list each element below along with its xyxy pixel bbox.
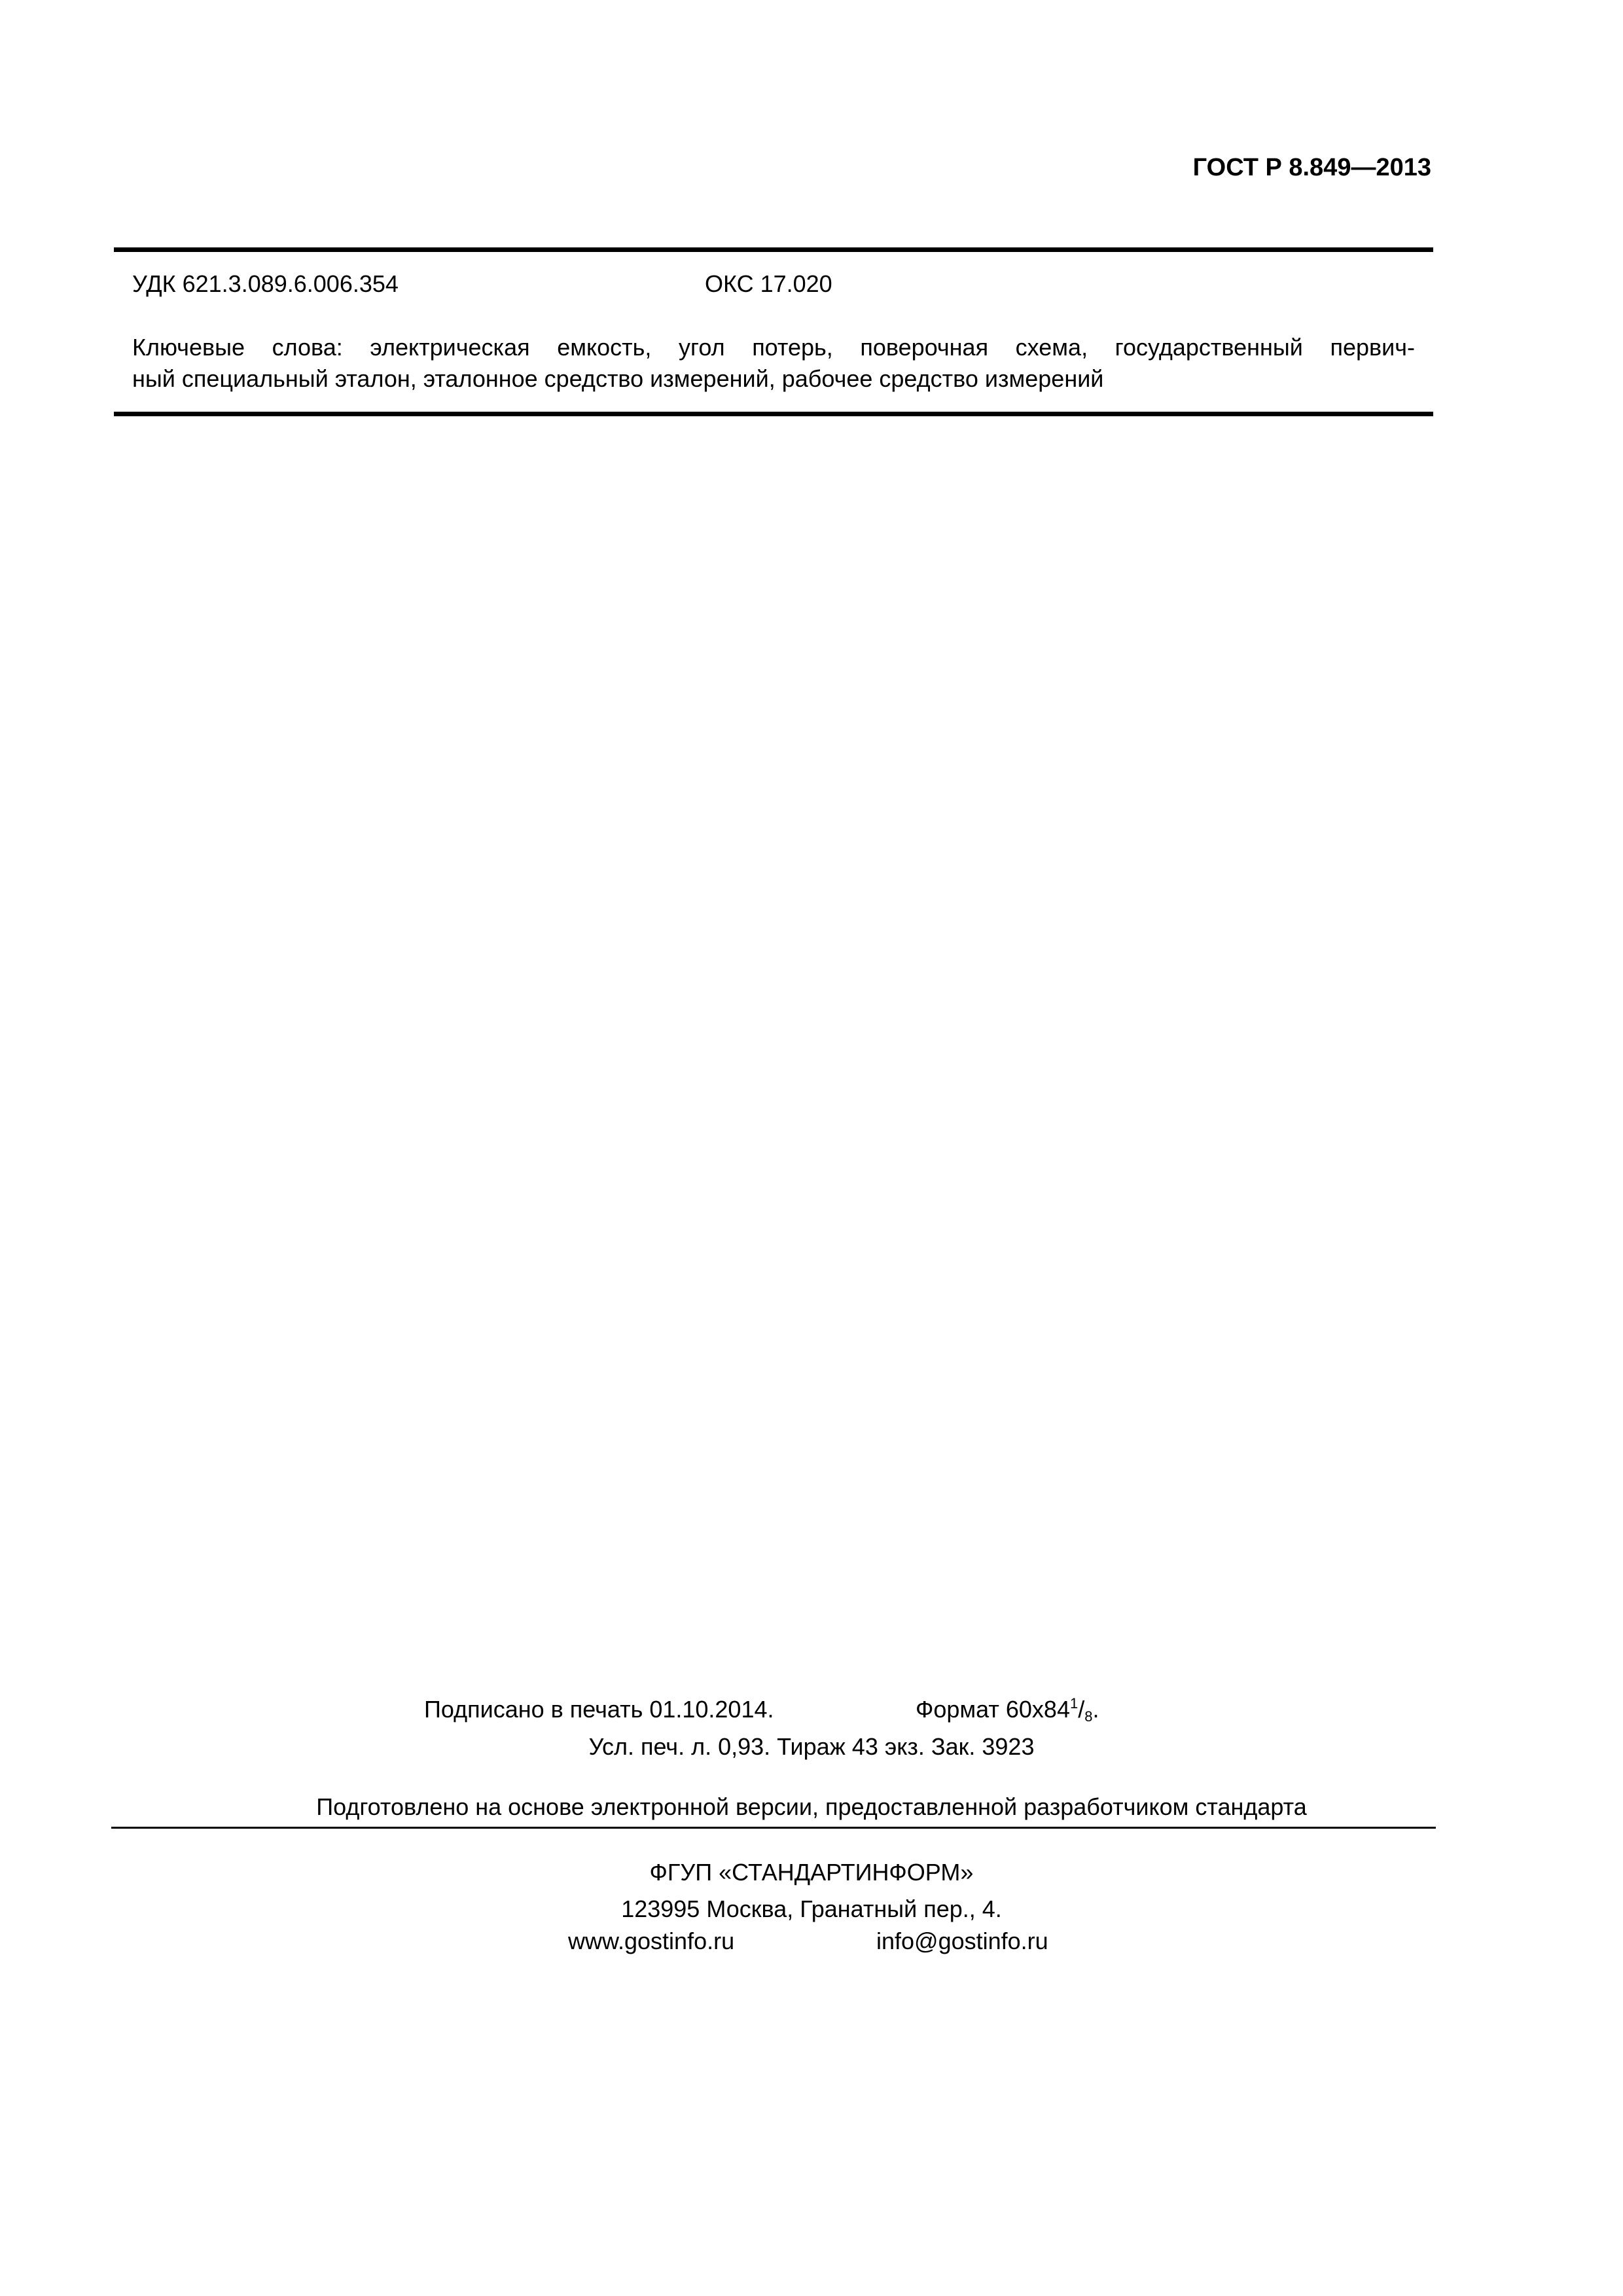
format-numerator: 1 — [1069, 1695, 1079, 1712]
publisher-address: 123995 Москва, Гранатный пер., 4. — [621, 1895, 1002, 1922]
oks-code: ОКС 17.020 — [705, 270, 832, 297]
paper-format — [916, 1694, 1099, 1725]
top-divider — [114, 247, 1433, 252]
prepared-note: Подготовлено на основе электронной версии, предоставленной разработчиком стандарта — [316, 1793, 1307, 1820]
publisher-name: ФГУП «СТАНДАРТИНФОРМ» — [649, 1859, 974, 1886]
keywords-line-2: ный специальный эталон, эталонное средство измерений, рабочее средство измерений — [132, 365, 1104, 392]
publisher-email: info@gostinfo.ru — [876, 1928, 1048, 1954]
print-sheets-info: Усл. печ. л. 0,93. Тираж 43 экз. Зак. 3923 — [588, 1733, 1035, 1760]
format-denominator: 8 — [1084, 1708, 1093, 1725]
imprint-divider — [111, 1827, 1436, 1829]
signed-to-print: Подписано в печать 01.10.2014. — [424, 1696, 774, 1723]
keywords-divider — [114, 412, 1433, 416]
keywords-line-1: Ключевые слова: электрическая емкость, угол потерь, поверочная схема, государственный первич- — [132, 334, 1415, 361]
publisher-website: www.gostinfo.ru — [568, 1928, 735, 1954]
format-suffix: . — [1092, 1696, 1099, 1723]
format-prefix: Формат 60x84 — [916, 1696, 1070, 1723]
udk-code: УДК 621.3.089.6.006.354 — [132, 270, 399, 297]
format-slash: / — [1078, 1696, 1085, 1723]
keywords-block — [132, 332, 1415, 395]
document-number: ГОСТ Р 8.849—2013 — [1192, 154, 1431, 181]
